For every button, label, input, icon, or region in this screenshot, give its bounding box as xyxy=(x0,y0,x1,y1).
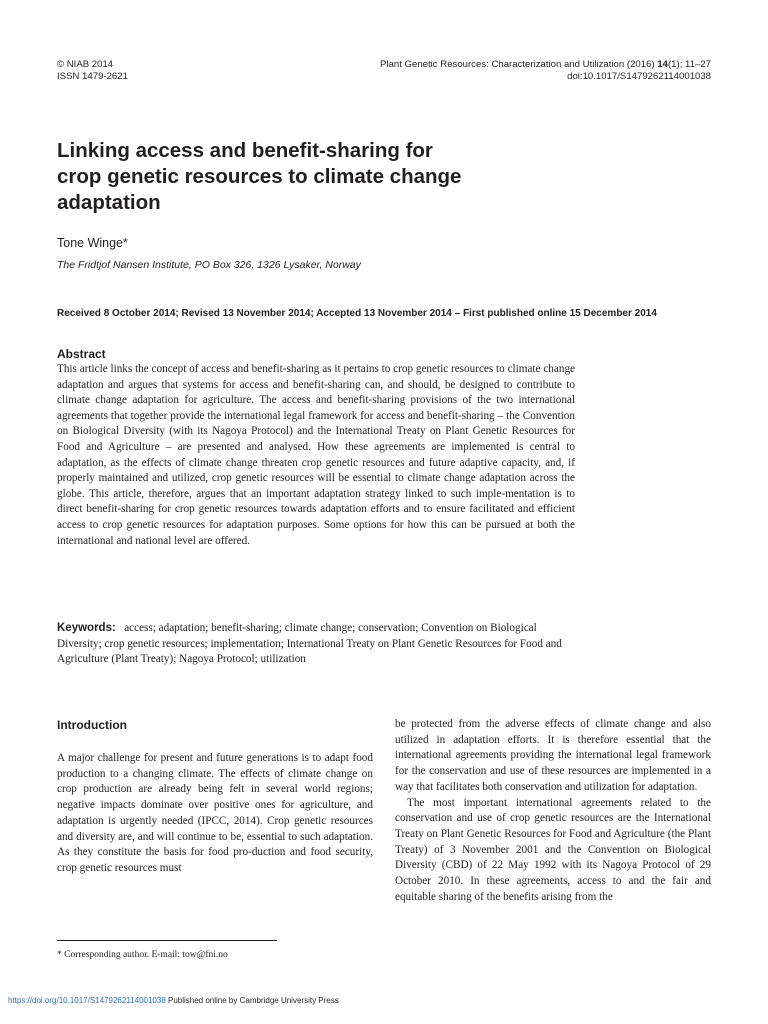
doi-link[interactable]: https://doi.org/10.1017/S1479262114001038 xyxy=(8,996,166,1005)
footnote-divider xyxy=(57,940,277,941)
journal-header-right xyxy=(380,59,711,83)
intro-paragraph-1: be protected from the adverse effects of climate change and also utilized in adaptation efforts. It is therefore essential that the international agreements providing the international legal framework for the conservation and use of these resources are implemented in a way that facilitates both conservation and utilization for adaptation. xyxy=(395,718,711,793)
author-name: Tone Winge* xyxy=(57,236,128,250)
introduction-column-2 xyxy=(395,717,711,905)
publication-dates: Received 8 October 2014; Revised 13 November 2014; Accepted 13 November 2014 – First published online 15 December 2014 xyxy=(57,308,657,319)
intro-paragraph-2: The most important international agreements related to the conservation and use of crop genetic resources are the International Treaty on Plant Genetic Resources for Food and Agriculture (the Plant Treaty) of 3 November 2001 and the Convention on Biological Diversity (CBD) of 22 May 1992 with its Nagoya Protocol of 29 October 2010. In these agreements, access to and the fair and equitable sharing of the benefits arising from the xyxy=(395,796,711,903)
published-online-text: Published online by Cambridge University Press xyxy=(165,996,339,1005)
introduction-column-1: A major challenge for present and future generations is to adapt food production to a changing climate. The effects of climate change on crop production are already being felt in several world regions; negative impacts dominate over positive ones for agriculture, and adaptation is urgently needed (IPCC, 2014). Crop genetic resources and diversity are, and will continue to be, essential to such adaptation. As they constitute the basis for food pro-duction and food security, crop genetic resources must xyxy=(57,752,373,874)
copyright-notice: © NIAB 2014 xyxy=(57,59,114,70)
abstract-heading: Abstract xyxy=(57,347,106,361)
journal-name: Plant Genetic Resources: Characterization and Utilization (2016) xyxy=(380,59,658,70)
keywords-block xyxy=(57,621,575,668)
introduction-heading: Introduction xyxy=(57,718,127,732)
article-doi: doi:10.1017/S1479262114001038 xyxy=(567,71,711,82)
corresponding-author-footnote: * Corresponding author. E-mail: tow@fni.no xyxy=(57,950,228,960)
article-title: Linking access and benefit-sharing for crop genetic resources to climate change adaptation xyxy=(57,139,462,214)
keywords-list: access; adaptation; benefit-sharing; climate change; conservation; Convention on Biological Diversity; crop genetic resources; implementation; International Treaty on Plant Genetic Resources for Food and Agriculture (Plant Treaty); Nagoya Protocol; utilization xyxy=(57,622,562,666)
issn: ISSN 1479-2621 xyxy=(57,71,128,82)
author-affiliation: The Fridtjof Nansen Institute, PO Box 326, 1326 Lysaker, Norway xyxy=(57,259,361,271)
publisher-footer xyxy=(8,996,339,1005)
journal-header-left xyxy=(57,59,128,83)
journal-citation xyxy=(380,59,711,71)
abstract-text: This article links the concept of access and benefit-sharing as it pertains to crop genetic resources to climate change adaptation and argues that systems for access and benefit-sharing can, and should, be designed to contribute to climate change adaptation for agriculture. The access and benefit-sharing provisions of the two international agreements that together provide the international legal framework for access and benefit-sharing – the Convention on Biological Diversity (with its Nagoya Protocol) and the International Treaty on Plant Genetic Resources for Food and Agriculture – are presented and analysed. How these agreements are implemented is central to adaptation, as the effects of climate change threaten crop genetic resources and future adaptive capacity, and, if properly maintained and utilized, crop genetic resources will be essential to climate change adaptation across the globe. This article, therefore, argues that an important adaptation strategy linked to such imple-mentation is to direct benefit-sharing for crop genetic resources towards adaptation efforts and to ensure facilitated and efficient access to crop genetic resources for adaptation purposes. Some options for how this can be pursued at both the international and national level are offered. xyxy=(57,363,575,547)
journal-issue-pages: (1); 11–27 xyxy=(667,59,711,70)
journal-volume: 14 xyxy=(657,59,668,70)
keywords-label: Keywords: xyxy=(57,622,116,634)
